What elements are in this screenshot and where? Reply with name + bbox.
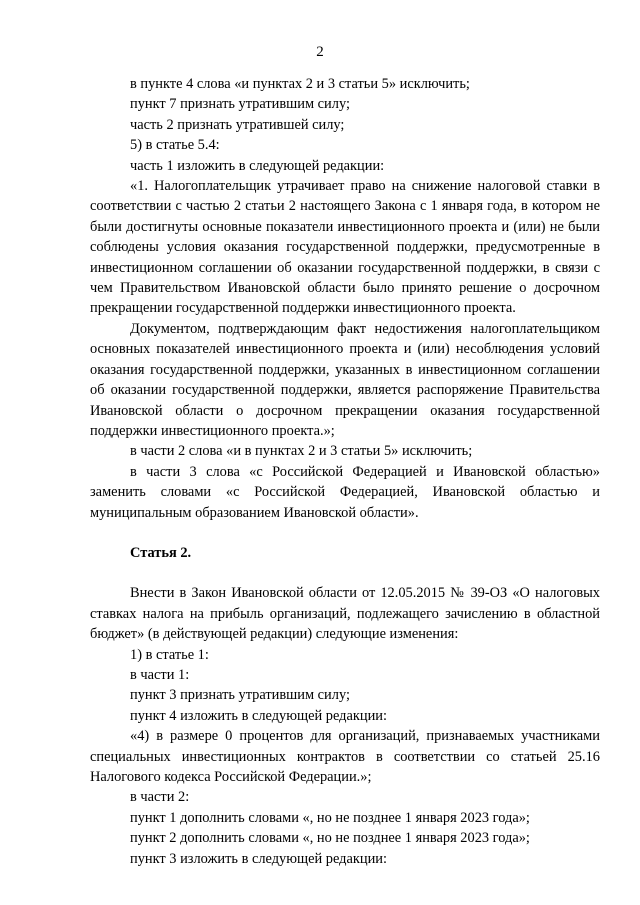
paragraph: в части 3 слова «с Российской Федерацией и Ивановской областью» заменить словами «с Российской Федерацией, Ивановской областью и муниципальным образованием Ивановской области». bbox=[90, 463, 600, 521]
article-heading: Статья 2. bbox=[130, 544, 192, 561]
paragraph: 1) в статье 1: bbox=[130, 646, 209, 663]
paragraph: пункт 4 изложить в следующей редакции: bbox=[130, 707, 387, 724]
paragraph: в пункте 4 слова «и пунктах 2 и 3 статьи 5» исключить; bbox=[130, 76, 470, 92]
paragraph: Внести в Закон Ивановской области от 12.05.2015 № 39-ОЗ «О налоговых ставках налога на прибыль организаций, подлежащего зачислению в областной бюджет» (в действующей редакции) следующие изменения: bbox=[90, 585, 600, 643]
paragraph: в части 1: bbox=[130, 666, 190, 683]
paragraph: 5) в статье 5.4: bbox=[130, 137, 220, 154]
paragraph: пункт 2 дополнить словами «, но не позднее 1 января 2023 года»; bbox=[130, 830, 530, 847]
paragraph: Документом, подтверждающим факт недостижения налогоплательщиком основных показателей инвестиционного проекта и (или) несоблюдения условий оказания государственной поддержки, указанных в инвестиционном соглашении об оказании государственной поддержки, является распоряжение Правительства Ивановской области о досрочном прекращении оказания государственной поддержки инвестиционного проекта.»; bbox=[90, 320, 600, 439]
spacer bbox=[90, 563, 600, 583]
paragraph: часть 2 признать утратившей силу; bbox=[130, 116, 345, 133]
paragraph: пункт 3 изложить в следующей редакции: bbox=[130, 850, 387, 867]
paragraph: в части 2 слова «и в пунктах 2 и 3 статьи 5» исключить; bbox=[130, 443, 473, 460]
spacer bbox=[90, 523, 600, 543]
paragraph: пункт 3 признать утратившим силу; bbox=[130, 687, 350, 704]
paragraph: в части 2: bbox=[130, 789, 190, 806]
document-body bbox=[90, 74, 600, 869]
page-number: 2 bbox=[316, 44, 324, 60]
paragraph: пункт 1 дополнить словами «, но не позднее 1 января 2023 года»; bbox=[130, 809, 530, 826]
paragraph: «1. Налогоплательщик утрачивает право на снижение налоговой ставки в соответствии с частью 2 статьи 2 настоящего Закона с 1 января года, в котором не были достигнуты основные показатели инвестиционного проекта и (или) не были соблюдены условия оказания государственной поддержки, предусмотренные в инвестиционном соглашении об оказании государственной поддержки, в связи с чем Правительством Ивановской области было принято решение о досрочном прекращении государственной поддержки инвестиционного проекта. bbox=[90, 178, 600, 317]
paragraph: пункт 7 признать утратившим силу; bbox=[130, 96, 350, 113]
paragraph: часть 1 изложить в следующей редакции: bbox=[130, 157, 385, 174]
paragraph: «4) в размере 0 процентов для организаций, признаваемых участниками специальных инвестиционных контрактов в соответствии со статьей 25.16 Налогового кодекса Российской Федерации.»; bbox=[90, 728, 600, 785]
